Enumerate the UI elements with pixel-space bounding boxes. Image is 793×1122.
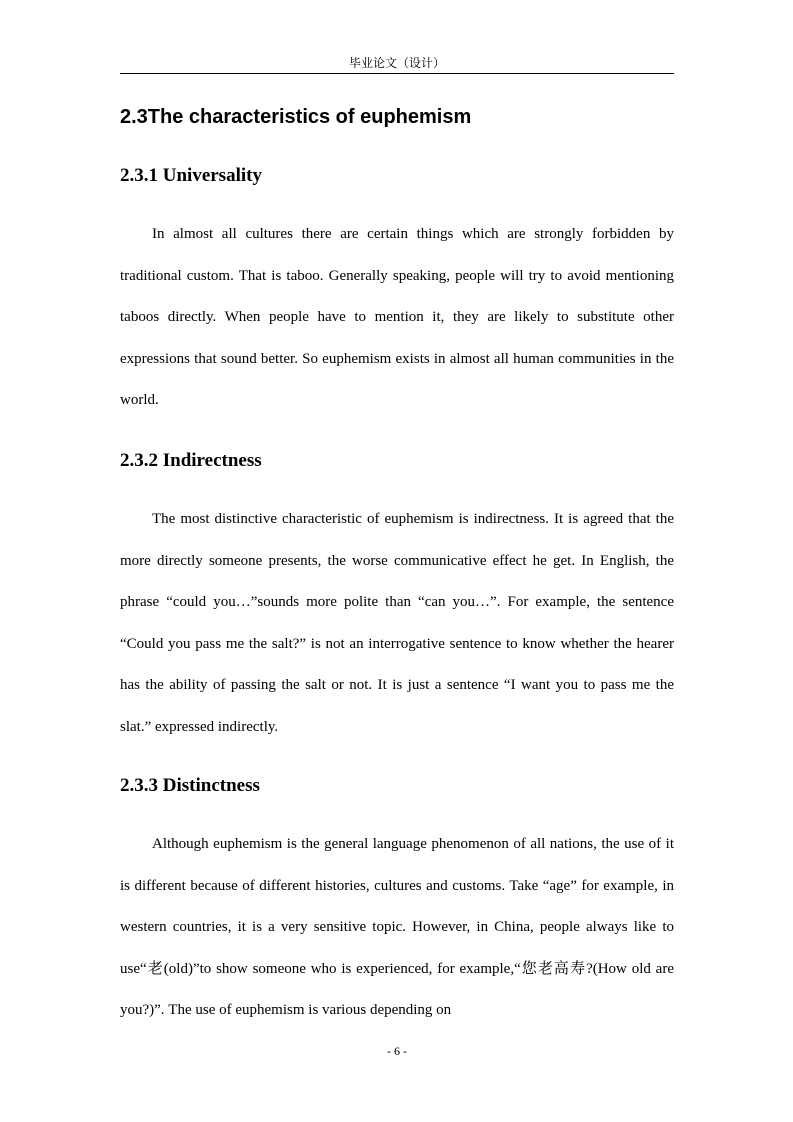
page-number: - 6 - (387, 1044, 407, 1058)
paragraph-indirectness: The most distinctive characteristic of euphemism is indirectness. It is agreed that the more directly someone presents, the worse communicative effect he get. In English, the phrase “could you…”sounds more polite than “can you…”. For example, the sentence “Could you pass me the salt?” is not an interrogative sentence to know whether the hearer has the ability of passing the salt or not. It is just a sentence “I want you to pass me the slat.” expressed indirectly. (120, 511, 674, 735)
header-divider (120, 73, 674, 74)
subsection-title-indirectness: 2.3.2 Indirectness (120, 450, 262, 471)
subsection-title-distinctness: 2.3.3 Distinctness (120, 775, 260, 796)
paragraph-universality: In almost all cultures there are certain things which are strongly forbidden by traditional custom. That is taboo. Generally speaking, people will try to avoid mentioning taboos directly. When people have to mention it, they are likely to substitute other expressions that sound better. So euphemism exists in almost all human communities in the world. (120, 226, 674, 409)
paragraph-distinctness: Although euphemism is the general language phenomenon of all nations, the use of it is different because of different histories, cultures and customs. Take “age” for example, in western countries, it is a very sensitive topic. However, in China, people always like to use“老(old)”to show someone who is experienced, for example,“您老高寿?(How old are you?)”. The use of euphemism is various depending on (120, 836, 674, 1019)
section-title: 2.3The characteristics of euphemism (120, 106, 472, 128)
subsection-title-universality: 2.3.1 Universality (120, 165, 262, 186)
running-header: 毕业论文（设计） (348, 56, 445, 70)
